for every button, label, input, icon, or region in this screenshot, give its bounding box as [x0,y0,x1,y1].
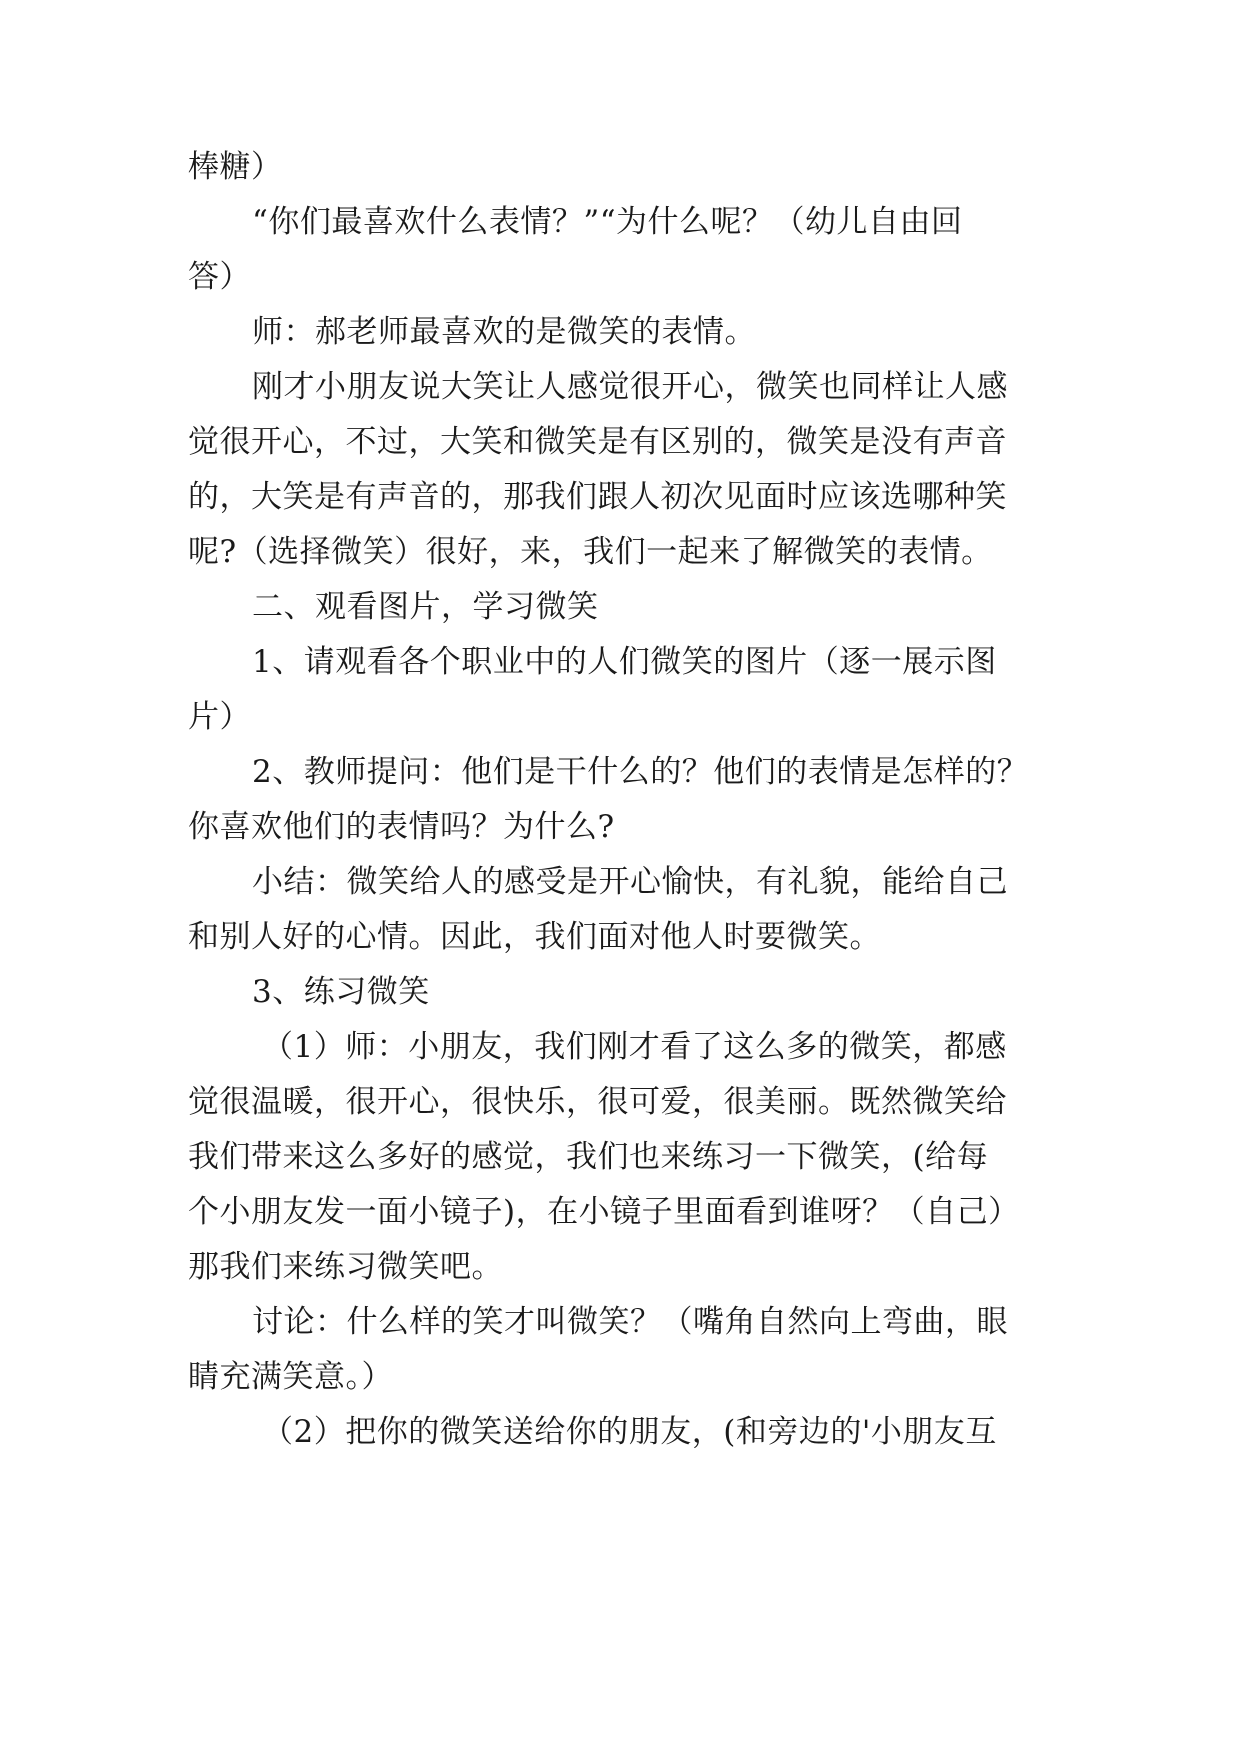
text-line: （2）把你的微笑送给你的朋友，(和旁边的'小朋友互 [262,1414,997,1450]
text-line: 师：郝老师最喜欢的是微笑的表情。 [252,314,756,350]
text-line: 个小朋友发一面小镜子)，在小镜子里面看到谁呀？（自己） [188,1194,1020,1230]
text-line: 觉很温暖，很开心，很快乐，很可爱，很美丽。既然微笑给 [188,1084,1007,1120]
text-line: 我们带来这么多好的感觉，我们也来练习一下微笑，(给每 [188,1139,989,1175]
text-line: 呢?（选择微笑）很好，来，我们一起来了解微笑的表情。 [188,534,993,570]
text-line: 刚才小朋友说大笑让人感觉很开心，微笑也同样让人感 [252,369,1008,405]
text-line: 的，大笑是有声音的，那我们跟人初次见面时应该选哪种笑 [188,479,1007,515]
text-line: 棒糖） [188,149,283,185]
text-line: （1）师：小朋友，我们刚才看了这么多的微笑，都感 [262,1029,1007,1065]
text-line: 那我们来练习微笑吧。 [188,1249,503,1285]
text-line: 你喜欢他们的表情吗？为什么? [188,809,615,845]
text-line: 讨论：什么样的笑才叫微笑？（嘴角自然向上弯曲，眼 [252,1304,1008,1340]
text-line: 觉很开心，不过，大笑和微笑是有区别的，微笑是没有声音 [188,424,1007,460]
text-line: 小结：微笑给人的感受是开心愉快，有礼貌，能给自己 [252,864,1008,900]
text-line: 和别人好的心情。因此，我们面对他人时要微笑。 [188,919,881,955]
text-line: 1、请观看各个职业中的人们微笑的图片（逐一展示图 [252,644,997,680]
text-line: 2、教师提问：他们是干什么的？他们的表情是怎样的？ [252,754,1029,790]
text-line: 睛充满笑意。） [188,1359,393,1395]
text-line: 片） [188,699,251,735]
text-line: “你们最喜欢什么表情？”“为什么呢？（幼儿自由回 [252,204,963,240]
section-heading: 二、观看图片，学习微笑 [252,589,599,625]
text-line: 3、练习微笑 [252,974,430,1010]
text-line: 答） [188,259,251,295]
